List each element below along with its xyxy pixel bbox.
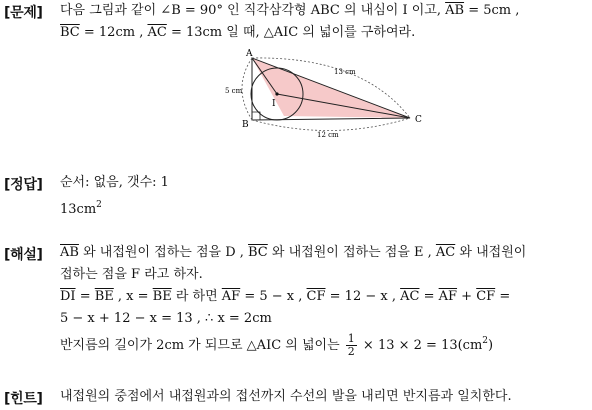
- problem-line-2: [60, 22, 586, 44]
- vertex-b-label: B: [242, 120, 249, 130]
- solution-text: [60, 242, 586, 356]
- fraction-numerator: 1: [347, 332, 355, 345]
- segment-di: $\overline{DI}$: [60, 289, 76, 304]
- solution-text-part: +: [457, 289, 477, 304]
- answer-value-text: 13cm: [60, 202, 97, 217]
- segment-ab: $\overline{AB}$: [445, 3, 465, 18]
- problem-label: [문제]: [4, 5, 43, 21]
- solution-text-part: 라 하면: [171, 289, 222, 304]
- solution-text-part: =: [495, 289, 511, 304]
- solution-line-2: 접하는 점을 F 라고 하자.: [60, 267, 203, 282]
- problem-text-part: 다음 그림과 같이 ∠B = 90° 인 직각삼각형 ABC 의 내심이 I 이고,: [60, 3, 446, 18]
- solution-line-5: [60, 330, 586, 356]
- solution-text-part: =: [419, 289, 439, 304]
- length-bc-label: 12 cm: [317, 131, 339, 139]
- segment-ac: $\overline{AC}$: [147, 25, 167, 40]
- solution-text-part: 와 내접원이 접하는 점을 E ,: [267, 245, 436, 260]
- solution-text-part: = 5 − x ,: [240, 289, 307, 304]
- solution-text-part: , x =: [113, 289, 153, 304]
- hint-label: [힌트]: [4, 391, 43, 407]
- hint-text: 내접원의 중점에서 내접원과의 접선까지 수선의 발을 내리면 반지름과 일치한다.: [60, 389, 512, 404]
- triangle-figure: [222, 46, 432, 140]
- solution-text-part: 와 내접원이: [455, 245, 527, 260]
- segment-af: $\overline{AF}$: [438, 289, 458, 304]
- segment-ac: $\overline{AC}$: [435, 245, 456, 260]
- segment-ac: $\overline{AC}$: [400, 289, 420, 304]
- answer-text: [60, 172, 586, 216]
- problem-text: [60, 0, 586, 44]
- problem-text-part: = 12cm ,: [79, 25, 148, 40]
- incenter-label: I: [272, 99, 276, 109]
- dimension-arc-ab: [242, 58, 252, 120]
- problem-line-1: [60, 0, 586, 22]
- segment-bc: $\overline{BC}$: [248, 245, 268, 260]
- fraction-one-half: [346, 333, 357, 358]
- length-ac-label: 13 cm: [334, 68, 356, 76]
- answer-label: [정답]: [4, 177, 43, 193]
- answer-line-1: 순서: 없음, 갯수: 1: [60, 175, 169, 190]
- solution-line-1: [60, 242, 586, 264]
- solution-line-4: 5 − x + 12 − x = 13 , ∴ x = 2cm: [60, 311, 272, 326]
- segment-ab: $\overline{AB}$: [60, 245, 79, 260]
- solution-line-3: [60, 286, 586, 308]
- segment-be: $\overline{BE}$: [94, 289, 114, 304]
- vertex-c-label: C: [415, 115, 422, 125]
- vertex-a-label: A: [246, 49, 253, 59]
- incenter-point: [275, 92, 278, 95]
- problem-text-part: = 13cm 일 때, △AIC 의 넓이를 구하여라.: [166, 25, 416, 40]
- segment-bc: $\overline{BC}$: [60, 25, 80, 40]
- segment-cf: $\overline{CF}$: [306, 289, 326, 304]
- solution-text-part: = 12 − x ,: [325, 289, 401, 304]
- length-ab-label: 5 cm: [225, 87, 243, 95]
- problem-text-part: = 5cm ,: [464, 3, 520, 18]
- solution-text-part: 반지름의 길이가 2cm 가 되므로 △AIC 의 넓이는: [60, 338, 344, 353]
- segment-cf: $\overline{CF}$: [476, 289, 496, 304]
- solution-text-part: ): [488, 338, 494, 353]
- solution-text-part: × 13 × 2 = 13(cm: [358, 338, 483, 353]
- area-unit-exponent: 2: [482, 336, 489, 346]
- solution-label: [해설]: [4, 247, 43, 263]
- answer-value-exponent: 2: [96, 200, 102, 210]
- segment-be: $\overline{BE}$: [152, 289, 172, 304]
- solution-text-part: =: [75, 289, 95, 304]
- segment-af: $\overline{AF}$: [221, 289, 241, 304]
- answer-value: [60, 194, 586, 216]
- solution-text-part: 와 내접원이 접하는 점을 D ,: [78, 245, 249, 260]
- fraction-denominator: 2: [347, 345, 355, 358]
